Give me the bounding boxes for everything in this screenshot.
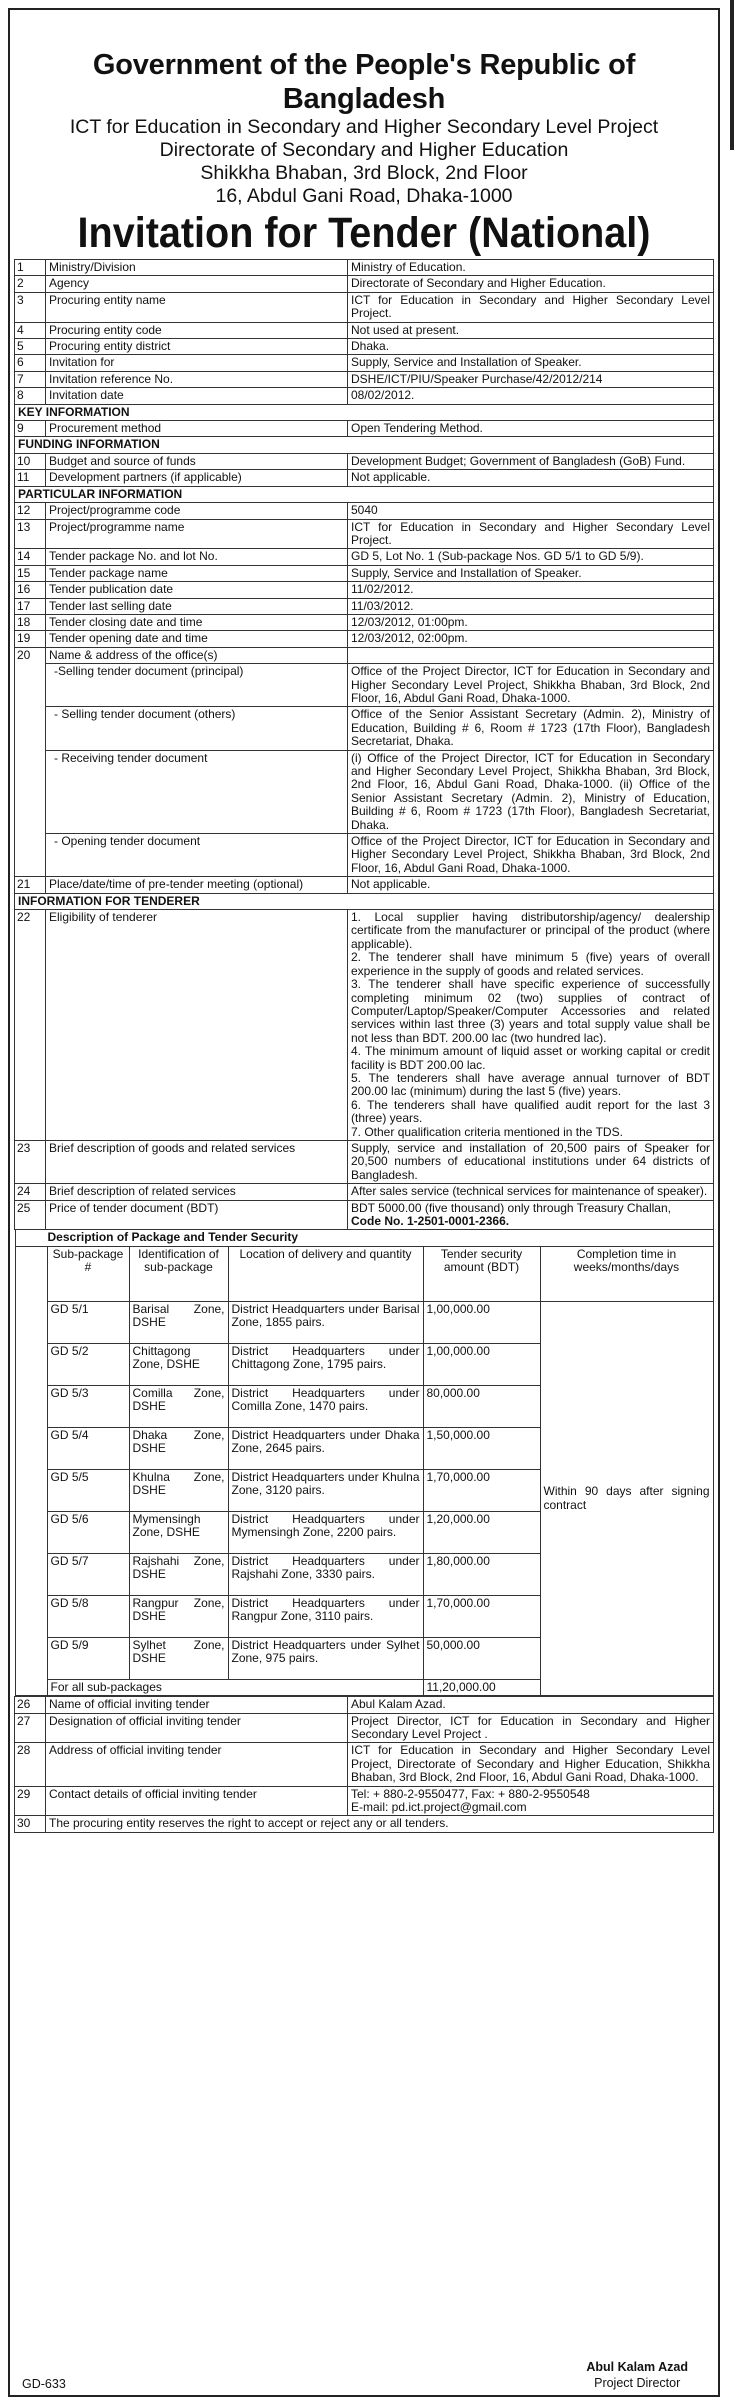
zone-name: Khulna Zone, DSHE	[129, 1469, 228, 1511]
security-amount: 1,80,000.00	[423, 1553, 540, 1595]
row-label: Tender closing date and time	[46, 614, 348, 630]
table-row	[15, 503, 714, 519]
sub-package: GD 5/4	[47, 1427, 129, 1469]
section-title: INFORMATION FOR TENDERER	[15, 893, 714, 909]
row-value: Dhaka.	[348, 339, 714, 355]
table-row	[15, 519, 714, 549]
row-value: Supply, service and installation of 20,500 pairs of Speaker for 20,500 numbers of educational institutions under 64 districts of Bangladesh.	[348, 1140, 714, 1183]
package-caption: Description of Package and Tender Security	[15, 1230, 713, 1246]
security-amount: 1,70,000.00	[423, 1595, 540, 1637]
blank-cell	[15, 1553, 47, 1595]
table-row	[15, 339, 714, 355]
header-comp: Completion time in weeks/months/days	[540, 1246, 713, 1301]
row-label: Contact details of official inviting tender	[46, 1786, 348, 1816]
address-line: 16, Abdul Gani Road, Dhaka-1000	[215, 185, 513, 207]
section-heading	[15, 404, 714, 420]
table-row	[15, 1786, 714, 1816]
header-sec: Tender security amount (BDT)	[423, 1246, 540, 1301]
sub-value: (i) Office of the Project Director, ICT for Education in Secondary and Higher Secondary Level Project, Shikkha Bhaban, 3rd Block, 2nd Floor, 16, Abdul Gani Road, Dhaka-1000. (ii) Office of the Senior Assistant Secretary (Admin. 2), Ministry of Education, Building # 6, Room # 1723 (17th Floor), Bangladesh Secretariat, Dhaka.	[348, 750, 714, 833]
row-label: Tender last selling date	[46, 598, 348, 614]
delivery-location: District Headquarters under Barisal Zone, 1855 pairs.	[228, 1301, 423, 1343]
blank-cell	[15, 1511, 47, 1553]
sub-value: Office of the Project Director, ICT for Education in Secondary and Higher Secondary Level Project, Shikkha Bhaban, 3rd Block, 2nd Floor, 16, Abdul Gani Road, Dhaka-1000.	[348, 834, 714, 877]
blank-cell	[15, 1246, 47, 1301]
government-heading: Government of the People's Republic of Bangladesh	[92, 49, 636, 115]
row-number: 28	[15, 1743, 46, 1786]
table-row	[15, 355, 714, 371]
zone-name: Barisal Zone, DSHE	[129, 1301, 228, 1343]
table-row	[15, 1184, 714, 1200]
package-caption-row	[15, 1230, 713, 1246]
table-row	[15, 834, 714, 877]
header-ident: Identification of sub-package	[129, 1246, 228, 1301]
eligibility-item: 5. The tenderers shall have average annual turnover of BDT 200.00 lac (minimum) during the last 5 (five) years.	[351, 1070, 710, 1099]
table-row	[15, 565, 714, 581]
blank-cell	[15, 1595, 47, 1637]
row-number: 19	[15, 631, 46, 647]
row-label: Invitation date	[46, 388, 348, 404]
delivery-location: District Headquarters under Mymensingh Zone, 2200 pairs.	[228, 1511, 423, 1553]
row-label: Project/programme name	[46, 519, 348, 549]
package-container	[15, 1230, 714, 1697]
table-row	[15, 1743, 714, 1786]
table-row	[15, 707, 714, 750]
delivery-location: District Headquarters under Rajshahi Zone, 3330 pairs.	[228, 1553, 423, 1595]
delivery-location: District Headquarters under Dhaka Zone, 2645 pairs.	[228, 1427, 423, 1469]
row-number: 6	[15, 355, 46, 371]
row-value: Open Tendering Method.	[348, 421, 714, 437]
row-number: 9	[15, 421, 46, 437]
sub-label: - Selling tender document (others)	[46, 707, 348, 750]
table-row	[15, 877, 714, 893]
row-value: Not used at present.	[348, 322, 714, 338]
blank-cell	[15, 1301, 47, 1343]
sub-package: GD 5/7	[47, 1553, 129, 1595]
row-number: 24	[15, 1184, 46, 1200]
sub-package: GD 5/1	[47, 1301, 129, 1343]
sub-package: GD 5/6	[47, 1511, 129, 1553]
row-value: 11/03/2012.	[348, 598, 714, 614]
sub-label: - Opening tender document	[46, 834, 348, 877]
row-value: After sales service (technical services for maintenance of speaker).	[348, 1184, 714, 1200]
section-heading	[15, 893, 714, 909]
row-label: Eligibility of tenderer	[46, 910, 348, 1141]
row-number: 3	[15, 292, 46, 322]
edge-mark	[730, 0, 734, 150]
row-label: Ministry/Division	[46, 260, 348, 276]
row-value: ICT for Education in Secondary and Higher Secondary Level Project, Directorate of Secondary and Higher Education, Shikkha Bhaban, 3rd Block, 2nd Floor, 16, Abdul Gani Road, Dhaka-1000.	[348, 1743, 714, 1786]
blank-cell	[15, 1469, 47, 1511]
row-number: 8	[15, 388, 46, 404]
table-row	[15, 582, 714, 598]
table-row	[15, 664, 714, 707]
security-amount: 1,50,000.00	[423, 1427, 540, 1469]
eligibility-list	[348, 910, 714, 1141]
row-number: 11	[15, 470, 46, 486]
row-value: 11/02/2012.	[348, 582, 714, 598]
completion-time: Within 90 days after signing contract	[540, 1301, 713, 1695]
row-label: Address of official inviting tender	[46, 1743, 348, 1786]
blank-cell	[15, 1343, 47, 1385]
row-number: 20	[15, 647, 46, 877]
notice-code: GD-633	[22, 2377, 66, 2391]
header-loc: Location of delivery and quantity	[228, 1246, 423, 1301]
row-label: Agency	[46, 276, 348, 292]
delivery-location: District Headquarters under Sylhet Zone, 975 pairs.	[228, 1637, 423, 1679]
zone-name: Sylhet Zone, DSHE	[129, 1637, 228, 1679]
row-number: 26	[15, 1697, 46, 1713]
row-label: Tender opening date and time	[46, 631, 348, 647]
table-row	[15, 1200, 714, 1230]
row-value	[348, 1200, 714, 1230]
table-row	[15, 421, 714, 437]
notice-header	[14, 48, 714, 257]
signatory-name: Abul Kalam Azad	[586, 2360, 688, 2374]
building-line: Shikkha Bhaban, 3rd Block, 2nd Floor	[200, 162, 528, 184]
tender-notice	[8, 8, 720, 2397]
row-value: ICT for Education in Secondary and Higher Secondary Level Project.	[348, 519, 714, 549]
price-text: BDT 5000.00 (five thousand) only through Treasury Challan,	[351, 1200, 671, 1215]
row-value: Abul Kalam Azad.	[348, 1697, 714, 1713]
package-section	[15, 1230, 714, 1697]
table-row	[15, 647, 714, 663]
zone-name: Rangpur Zone, DSHE	[129, 1595, 228, 1637]
row-number: 4	[15, 322, 46, 338]
row-number: 27	[15, 1713, 46, 1743]
signatory-designation: Project Director	[594, 2376, 681, 2390]
contact-details	[348, 1786, 714, 1816]
table-row	[15, 750, 714, 833]
row-number: 1	[15, 260, 46, 276]
security-amount: 1,00,000.00	[423, 1301, 540, 1343]
sub-value: Office of the Project Director, ICT for Education in Secondary and Higher Secondary Level Project, Shikkha Bhaban, 3rd Block, 2nd Floor, 16, Abdul Gani Road, Dhaka-1000.	[348, 664, 714, 707]
delivery-location: District Headquarters under Chittagong Zone, 1795 pairs.	[228, 1343, 423, 1385]
row-label: Invitation reference No.	[46, 371, 348, 387]
total-label: For all sub-packages	[47, 1679, 423, 1695]
sub-label: -Selling tender document (principal)	[46, 664, 348, 707]
package-header-row	[15, 1246, 713, 1301]
row-number: 22	[15, 910, 46, 1141]
package-row	[15, 1301, 713, 1343]
section-heading	[15, 437, 714, 453]
table-row	[15, 260, 714, 276]
signature-block	[586, 2359, 688, 2391]
delivery-location: District Headquarters under Rangpur Zone, 3110 pairs.	[228, 1595, 423, 1637]
section-heading	[15, 486, 714, 502]
row-number: 5	[15, 339, 46, 355]
section-title: FUNDING INFORMATION	[15, 437, 714, 453]
row-label: Project/programme code	[46, 503, 348, 519]
eligibility-item: 1. Local supplier having distributorship/agency/ dealership certificate from the manufacturer or principal of the product (where applicable).	[351, 910, 710, 951]
row-value: Not applicable.	[348, 470, 714, 486]
security-amount: 1,70,000.00	[423, 1469, 540, 1511]
section-title: KEY INFORMATION	[15, 404, 714, 420]
row-number: 13	[15, 519, 46, 549]
table-row	[15, 549, 714, 565]
row-value: Ministry of Education.	[348, 260, 714, 276]
zone-name: Rajshahi Zone, DSHE	[129, 1553, 228, 1595]
table-row	[15, 910, 714, 1141]
sub-package: GD 5/3	[47, 1385, 129, 1427]
row-number: 7	[15, 371, 46, 387]
row-value: ICT for Education in Secondary and Higher Secondary Level Project.	[348, 292, 714, 322]
row-label: Name & address of the office(s)	[46, 647, 348, 663]
table-row	[15, 371, 714, 387]
row-label: Price of tender document (BDT)	[46, 1200, 348, 1230]
table-row	[15, 631, 714, 647]
row-value: 5040	[348, 503, 714, 519]
blank-cell	[15, 1679, 47, 1695]
row-number: 29	[15, 1786, 46, 1816]
blank-cell	[15, 1637, 47, 1679]
row-number: 30	[15, 1816, 46, 1832]
table-row	[15, 453, 714, 469]
row-label: Designation of official inviting tender	[46, 1713, 348, 1743]
row-label: Procuring entity name	[46, 292, 348, 322]
row-value: DSHE/ICT/PIU/Speaker Purchase/42/2012/214	[348, 371, 714, 387]
row-value: 08/02/2012.	[348, 388, 714, 404]
zone-name: Dhaka Zone, DSHE	[129, 1427, 228, 1469]
row-number: 14	[15, 549, 46, 565]
table-row	[15, 1140, 714, 1183]
package-table	[15, 1230, 714, 1696]
zone-name: Comilla Zone, DSHE	[129, 1385, 228, 1427]
row-number: 12	[15, 503, 46, 519]
row-number: 2	[15, 276, 46, 292]
sub-package: GD 5/5	[47, 1469, 129, 1511]
reservation-clause: The procuring entity reserves the right to accept or reject any or all tenders.	[46, 1816, 714, 1832]
row-label: Tender package name	[46, 565, 348, 581]
table-row	[15, 1713, 714, 1743]
row-number: 16	[15, 582, 46, 598]
sub-package: GD 5/8	[47, 1595, 129, 1637]
eligibility-item: 7. Other qualification criteria mentioned in the TDS.	[351, 1124, 623, 1139]
email-address: E-mail: pd.ict.project@gmail.com	[351, 1800, 527, 1815]
row-value: Directorate of Secondary and Higher Education.	[348, 276, 714, 292]
table-row	[15, 322, 714, 338]
row-label: Development partners (if applicable)	[46, 470, 348, 486]
row-number: 10	[15, 453, 46, 469]
section-title: PARTICULAR INFORMATION	[15, 486, 714, 502]
row-label: Name of official inviting tender	[46, 1697, 348, 1713]
row-label: Procurement method	[46, 421, 348, 437]
row-value: 12/03/2012, 01:00pm.	[348, 614, 714, 630]
table-row	[15, 614, 714, 630]
row-number: 18	[15, 614, 46, 630]
sub-label: - Receiving tender document	[46, 750, 348, 833]
table-row	[15, 1697, 714, 1713]
row-number: 23	[15, 1140, 46, 1183]
row-value: 12/03/2012, 02:00pm.	[348, 631, 714, 647]
table-row	[15, 470, 714, 486]
zone-name: Chittagong Zone, DSHE	[129, 1343, 228, 1385]
row-label: Place/date/time of pre-tender meeting (optional)	[46, 877, 348, 893]
blank-cell	[15, 1385, 47, 1427]
row-label: Procuring entity code	[46, 322, 348, 338]
row-value: GD 5, Lot No. 1 (Sub-package Nos. GD 5/1 to GD 5/9).	[348, 549, 714, 565]
header-sub: Sub-package #	[47, 1246, 129, 1301]
delivery-location: District Headquarters under Comilla Zone, 1470 pairs.	[228, 1385, 423, 1427]
table-row	[15, 598, 714, 614]
row-number: 25	[15, 1200, 46, 1230]
row-value: Project Director, ICT for Education in Secondary and Higher Secondary Level Project .	[348, 1713, 714, 1743]
phone-fax: Tel: + 880-2-9550477, Fax: + 880-2-9550548	[351, 1786, 590, 1801]
row-label: Invitation for	[46, 355, 348, 371]
row-value	[348, 647, 714, 663]
row-label: Brief description of goods and related services	[46, 1140, 348, 1183]
delivery-location: District Headquarters under Khulna Zone, 3120 pairs.	[228, 1469, 423, 1511]
security-amount: 1,20,000.00	[423, 1511, 540, 1553]
eligibility-item: 2. The tenderer shall have minimum 5 (five) years of overall experience in the supply of goods and related services.	[351, 950, 710, 978]
tender-table	[14, 259, 714, 1833]
table-row	[15, 292, 714, 322]
eligibility-item: 3. The tenderer shall have specific experience of successfully completing minimum 02 (two) supplies of contract of Computer/Laptop/Speaker/Computer Accessories and related services within last three (3) years and total supply value shall be not less than BDT. 200.00 lac (two hundred lac).	[351, 977, 710, 1045]
row-value: Supply, Service and Installation of Speaker.	[348, 355, 714, 371]
page-title: Invitation for Tender (National)	[77, 209, 651, 257]
row-value: Development Budget; Government of Bangladesh (GoB) Fund.	[348, 453, 714, 469]
row-label: Budget and source of funds	[46, 453, 348, 469]
row-value: Supply, Service and Installation of Speaker.	[348, 565, 714, 581]
sub-value: Office of the Senior Assistant Secretary (Admin. 2), Ministry of Education, Building # 6, Room # 1723 (17th Floor), Bangladesh Secretariat, Dhaka.	[348, 707, 714, 750]
row-label: Procuring entity district	[46, 339, 348, 355]
project-name: ICT for Education in Secondary and Higher Secondary Level Project	[69, 116, 659, 138]
table-row	[15, 388, 714, 404]
total-amount: 11,20,000.00	[423, 1679, 540, 1695]
row-value: Not applicable.	[348, 877, 714, 893]
table-row	[15, 1816, 714, 1832]
security-amount: 1,00,000.00	[423, 1343, 540, 1385]
row-number: 15	[15, 565, 46, 581]
security-amount: 50,000.00	[423, 1637, 540, 1679]
row-number: 21	[15, 877, 46, 893]
treasury-code: Code No. 1-2501-0001-2366.	[351, 1214, 510, 1228]
table-row	[15, 276, 714, 292]
row-label: Tender package No. and lot No.	[46, 549, 348, 565]
row-label: Tender publication date	[46, 582, 348, 598]
security-amount: 80,000.00	[423, 1385, 540, 1427]
zone-name: Mymensingh Zone, DSHE	[129, 1511, 228, 1553]
row-number: 17	[15, 598, 46, 614]
eligibility-item: 4. The minimum amount of liquid asset or working capital or credit facility is BDT 200.00 lac.	[351, 1044, 710, 1072]
sub-package: GD 5/2	[47, 1343, 129, 1385]
sub-package: GD 5/9	[47, 1637, 129, 1679]
blank-cell	[15, 1427, 47, 1469]
row-label: Brief description of related services	[46, 1184, 348, 1200]
directorate-name: Directorate of Secondary and Higher Education	[159, 139, 569, 161]
eligibility-item: 6. The tenderers shall have qualified audit report for the last 3 (three) years.	[351, 1097, 710, 1126]
